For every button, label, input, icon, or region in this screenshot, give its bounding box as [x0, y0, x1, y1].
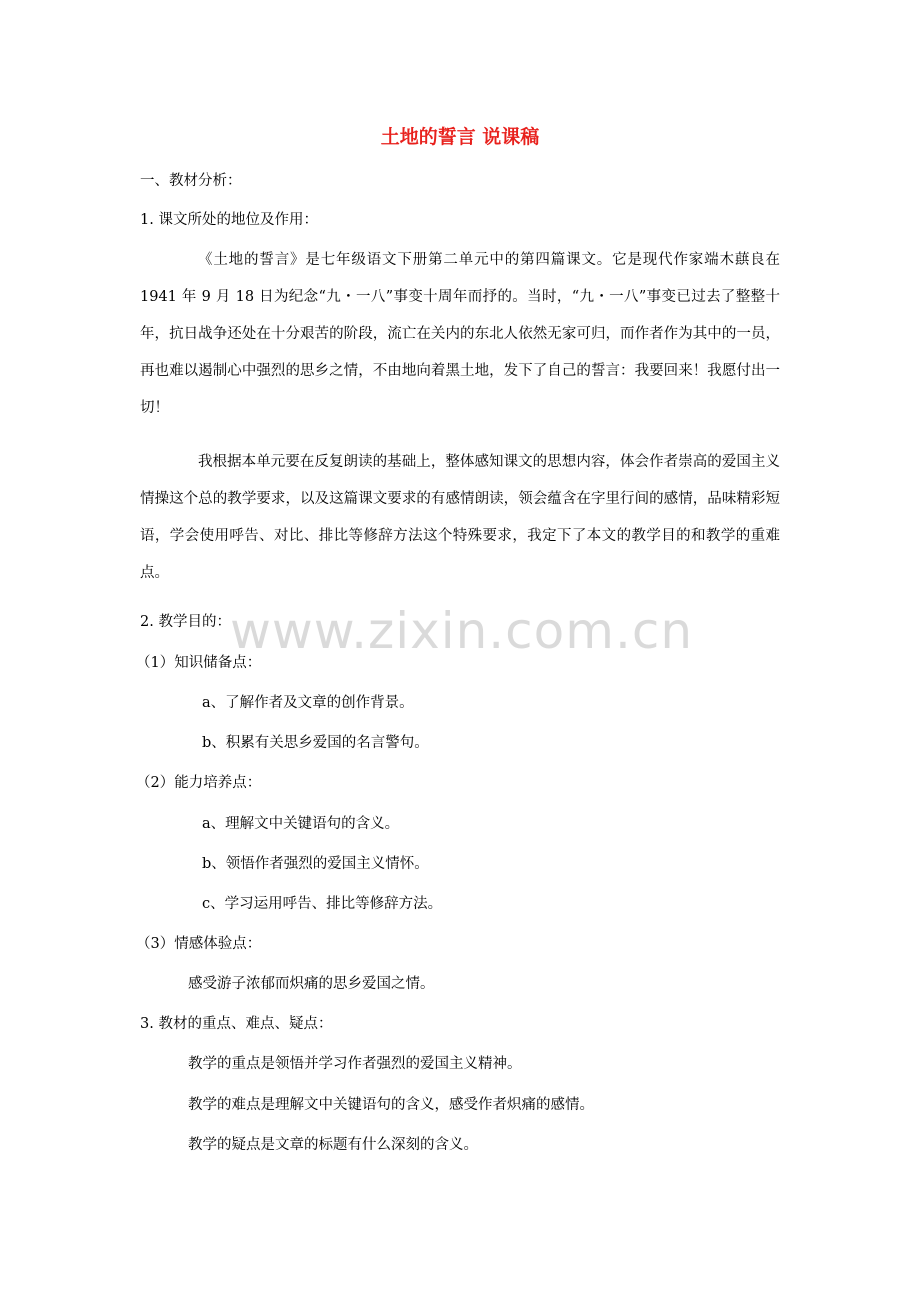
difficult-point-text: 教学的难点是理解文中关键语句的含义，感受作者炽痛的感情。: [188, 1097, 594, 1113]
sub-item-2c: c、学习运用呼告、排比等修辞方法。: [202, 896, 443, 912]
sub-item-1a: a、了解作者及文章的创作背景。: [202, 695, 414, 711]
item-heading-2: 2. 教学目的：: [140, 614, 231, 630]
sub-item-2b: b、领悟作者强烈的爱国主义情怀。: [202, 856, 429, 872]
paragraph-1: 《土地的誓言》是七年级语文下册第二单元中的第四篇课文。它是现代作家端木蕻良在 1941 年 9 月 18 日为纪念“九・一八”事变十周年而抒的。当时，“九・一八”事变已过去了整整十年，抗日战争还处在十分艰苦的阶段，流亡在关内的东北人依然无家可归，而作者作为其中的一员，再也难以遏制心中强烈的思乡之情，不由地向着黑土地，发下了自己的誓言：我要回来！我愿付出一切！: [140, 252, 780, 416]
site-watermark: www.zixin.com.cn: [230, 602, 694, 660]
item-heading-1: 1. 课文所处的地位及作用：: [140, 212, 318, 228]
document-title: 土地的誓言 说课稿: [380, 126, 540, 148]
sub-item-3a: 感受游子浓郁而炽痛的思乡爱国之情。: [188, 976, 435, 992]
key-point-text: 教学的重点是领悟并学习作者强烈的爱国主义精神。: [188, 1056, 522, 1072]
paragraph-2: 我根据本单元要在反复朗读的基础上，整体感知课文的思想内容，体会作者崇高的爱国主义情操这个总的教学要求，以及这篇课文要求的有感情朗读，领会蕴含在字里行间的感情，品味精彩短语，学会使用呼告、对比、排比等修辞方法这个特殊要求，我定下了本文的教学目的和教学的重难点。: [140, 454, 780, 581]
sub-heading-1: （1）知识储备点：: [136, 655, 262, 671]
doubt-point-text: 教学的疑点是文章的标题有什么深刻的含义。: [188, 1137, 478, 1153]
sub-heading-2: （2）能力培养点：: [136, 775, 262, 791]
sub-heading-3: （3）情感体验点：: [136, 936, 262, 952]
item-heading-3: 3. 教材的重点、难点、疑点：: [140, 1016, 333, 1032]
section-heading-1: 一、教材分析：: [140, 173, 242, 189]
sub-item-2a: a、理解文中关键语句的含义。: [202, 816, 400, 832]
sub-item-1b: b、积累有关思乡爱国的名言警句。: [202, 735, 429, 751]
